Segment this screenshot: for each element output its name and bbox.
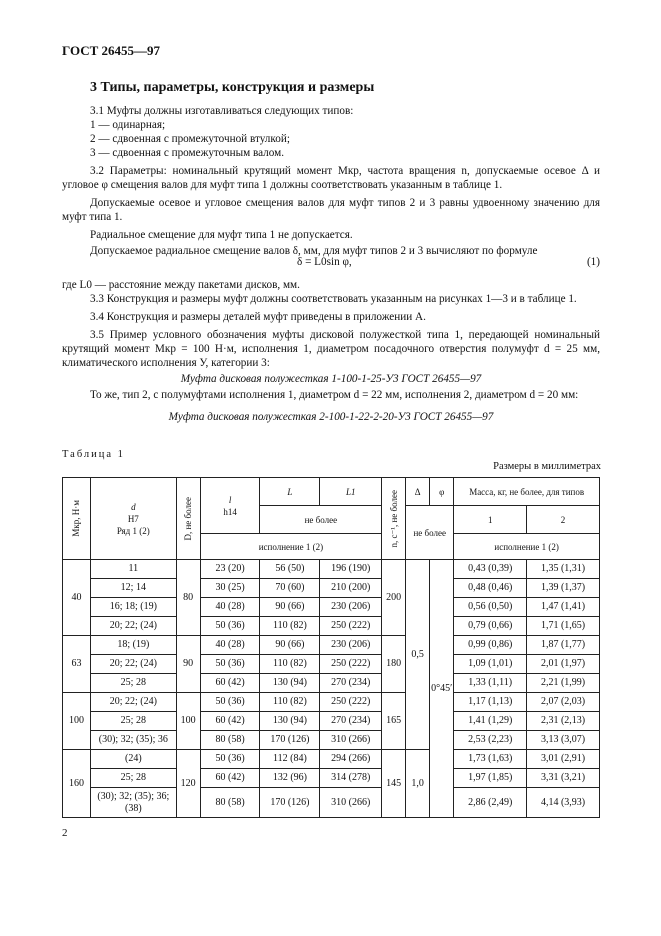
paragraph-3-5: 3.5 Пример условного обозначения муфты дисковой полужесткой типа 1, передающей номинальный крутящий момент Mкр = 100 Н·м, исполнения 1, диаметром посадочного отверстия полумуфт d = 25 мм, климатического исполнения У, категории 3: [62,329,600,369]
paragraph-formula-intro: Допускаемое радиальное смещение валов δ, мм, для муфт типов 2 и 3 вычисляют по формуле [90,245,538,257]
table-row: 160 (24) 120 50 (36) 112 (84) 294 (266) 145 1,0 1,73 (1,63) 3,01 (2,91) [63,750,600,769]
table-row: (30); 32; (35); 36 80 (58) 170 (126) 310 (266) 2,53 (2,23) 3,13 (3,07) [63,731,600,750]
paragraph-radial: Радиальное смещение для муфт типа 1 не допускается. [90,229,353,241]
formula-expression: δ = L0sin φ, [297,256,352,268]
header-axial: Δ [406,478,430,506]
header-not-more-offsets: не более [406,506,454,560]
body-text-block [62,104,600,258]
table-row: 20; 22; (24) 50 (36) 110 (82) 250 (222) 0,79 (0,66) 1,71 (1,65) [63,617,600,636]
table-caption: Таблица 1 [62,449,125,460]
designation-example-2: Муфта дисковая полужесткая 2-100-1-22-2-20-У3 ГОСТ 26455—97 [168,411,494,423]
parameters-table [62,477,600,818]
table-row: 16; 18; (19) 40 (28) 90 (66) 230 (206) 0,56 (0,50) 1,47 (1,41) [63,598,600,617]
paragraph-3-1: 3.1 Муфты должны изготавливаться следующих типов: [90,105,354,117]
table-row: (30); 32; (35); 36; (38) 80 (58) 170 (126) 310 (266) 2,86 (2,49) 4,14 (3,93) [63,788,600,818]
paragraph-offsets: Допускаемые осевое и угловое смещения валов для муфт типов 2 и 3 равны удвоенному значению для муфт типа 1. [62,197,600,223]
designation-example-1: Муфта дисковая полужесткая 1-100-1-25-У3 ГОСТ 26455—97 [180,373,482,385]
header-diameter: D, не более [176,478,200,560]
header-not-more-lengths: не более [260,506,382,534]
document-header: ГОСТ 26455—97 [62,43,161,58]
page-number: 2 [62,827,68,839]
table-row: 12; 14 30 (25) 70 (60) 210 (200) 0,48 (0,46) 1,39 (1,37) [63,579,600,598]
header-length-L: L [260,478,320,506]
header-type-1: 1 [454,506,527,534]
header-torque: Mкр, Н·м [63,478,91,560]
table-row: 40 11 80 23 (20) 56 (50) 196 (190) 200 0,5 0°45′ 0,43 (0,39) 1,35 (1,31) [63,560,600,579]
table-row: 20; 22; (24) 50 (36) 110 (82) 250 (222) 1,09 (1,01) 2,01 (1,97) [63,655,600,674]
table-row: 100 20; 22; (24) 100 50 (36) 110 (82) 250 (222) 165 1,17 (1,13) 2,07 (2,03) [63,693,600,712]
header-execution-lengths: исполнение 1 (2) [200,534,382,560]
formula-number: (1) [586,256,600,268]
table-row: 25; 28 60 (42) 130 (94) 270 (234) 1,41 (1,29) 2,31 (2,13) [63,712,600,731]
table-row: 63 18; (19) 90 40 (28) 90 (66) 230 (206) 180 0,99 (0,86) 1,87 (1,77) [63,636,600,655]
header-type-2: 2 [527,506,600,534]
header-bore: d H7 Ряд 1 (2) [90,478,176,560]
table-units: Размеры в миллиметрах [493,461,601,472]
table-row: 25; 28 60 (42) 132 (96) 314 (278) 1,97 (1,85) 3,31 (3,21) [63,769,600,788]
paragraph-3-2: 3.2 Параметры: номинальный крутящий момент Mкр, частота вращения n, допускаемые осевое Δ и угловое φ смещения валов для муфт типа 1 должны соответствовать указанным в таблице 1. [62,165,600,191]
list-item-type-1: 1 — одинарная; [90,119,166,131]
header-speed: n, с⁻¹, не более [382,478,406,560]
header-execution-mass: исполнение 1 (2) [454,534,600,560]
header-angular: φ [430,478,454,506]
list-item-type-2: 2 — сдвоенная с промежуточной втулкой; [90,133,290,145]
header-hub-length: l h14 [200,478,260,534]
paragraph-example-2: То же, тип 2, с полумуфтами исполнения 1, диаметром d = 22 мм, исполнения 2, диаметром d = 20 мм: [90,389,579,401]
list-item-type-3: 3 — сдвоенная с промежуточным валом. [90,147,284,159]
header-mass: Масса, кг, не более, для типов [454,478,600,506]
section-title: 3 Типы, параметры, конструкция и размеры [90,80,375,95]
paragraph-3-4: 3.4 Конструкция и размеры деталей муфт приведены в приложении А. [90,311,426,323]
paragraph-where: где L0 — расстояние между пакетами дисков, мм. [62,279,300,291]
paragraph-3-3: 3.3 Конструкция и размеры муфт должны соответствовать указанным на рисунках 1—3 и в таблице 1. [90,293,577,305]
header-length-L1: L1 [320,478,382,506]
table-row: 25; 28 60 (42) 130 (94) 270 (234) 1,33 (1,11) 2,21 (1,99) [63,674,600,693]
body-text-block-2 [62,278,600,424]
